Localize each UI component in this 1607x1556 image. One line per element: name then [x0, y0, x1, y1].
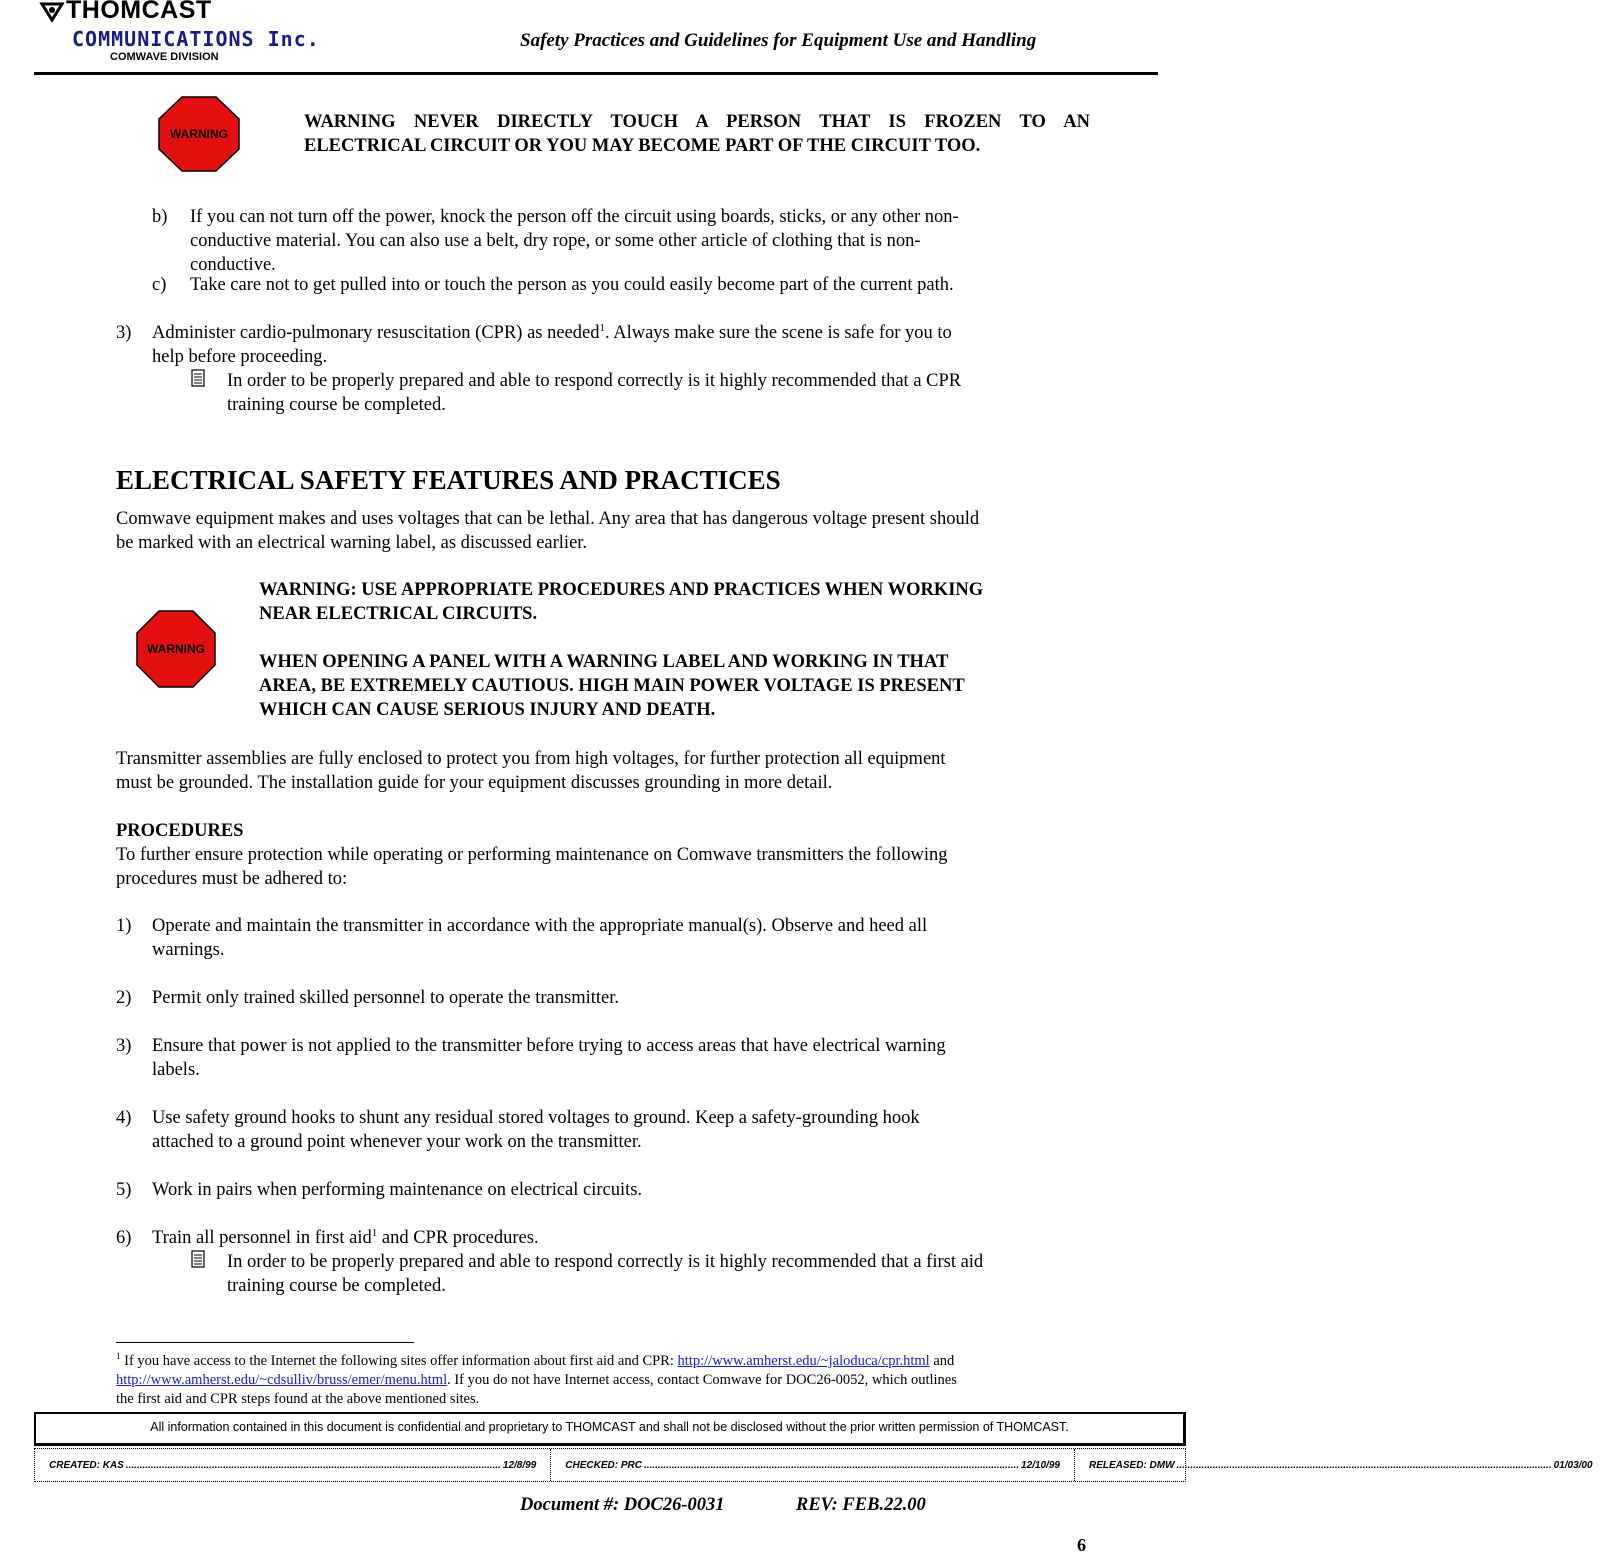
- sub-item-c: Take care not to get pulled into or touch the person as you could easily become part of the current path.: [190, 275, 954, 295]
- cpr-link[interactable]: http://www.amherst.edu/~jaloduca/cpr.html: [677, 1353, 930, 1369]
- note-phone-icon: [190, 368, 206, 393]
- released-cell: RELEASED: DMW ....................................................................................................................................... 01/03/00: [1088, 1459, 1593, 1471]
- document-title: Safety Practices and Guidelines for Equipment Use and Handling: [520, 30, 1037, 51]
- footnote-divider: [116, 1342, 414, 1343]
- footnote-ref: 1: [371, 1226, 378, 1239]
- created-date: 12/8/99: [502, 1459, 537, 1471]
- sub-item-marker: b): [152, 207, 168, 227]
- procedure-item: Train all personnel in first aid$^1$ and CPR procedures.: [152, 1226, 539, 1248]
- transmitter-paragraph: Transmitter assemblies are fully enclosed to protect you from high voltages, for further protection all equipment must be grounded. The installation guide for your equipment discusses grounding in more detail.: [116, 749, 946, 793]
- page-number: 6: [1077, 1535, 1086, 1555]
- list-marker: 4): [116, 1108, 132, 1128]
- warning-2-paragraph-1: WARNING: USE APPROPRIATE PROCEDURES AND PRACTICES WHEN WORKING NEAR ELECTRICAL CIRCUITS.: [259, 580, 984, 624]
- document-number: Document #: DOC26-0031: [520, 1495, 725, 1515]
- warning-2-paragraph-2: WHEN OPENING A PANEL WITH A WARNING LABEL AND WORKING IN THAT AREA, BE EXTREMELY CAUTIOUS. HIGH MAIN POWER VOLTAGE IS PRESENT WHICH CAN CAUSE SERIOUS INJURY AND DEATH.: [259, 652, 965, 720]
- list-marker: 2): [116, 988, 132, 1008]
- list-marker: 3): [116, 323, 132, 343]
- checked-cell: CHECKED: PRC ....................................................................................................................................... 12/10/99: [551, 1449, 1075, 1481]
- item-3-note: In order to be properly prepared and able to respond correctly is it highly recommended that a CPR training course be completed.: [227, 371, 962, 415]
- company-division: COMWAVE DIVISION: [110, 51, 219, 63]
- list-marker: 3): [116, 1036, 132, 1056]
- released-date: 01/03/00: [1553, 1459, 1593, 1471]
- list-marker: 6): [116, 1228, 132, 1248]
- procedure-item: Permit only trained skilled personnel to operate the transmitter.: [152, 988, 620, 1008]
- checked-label: CHECKED: PRC: [565, 1459, 642, 1471]
- procedure-item: Operate and maintain the transmitter in accordance with the appropriate manual(s). Observe and heed all warnings.: [152, 916, 928, 960]
- sub-item-b: If you can not turn off the power, knock the person off the circuit using boards, sticks, or any other non- conductive material. You can also use a belt, dry rope, or some other article of clothing that is non- conductive.: [190, 207, 959, 275]
- warning-sign-label: WARNING: [147, 642, 205, 656]
- footnote-number: 1: [116, 1351, 121, 1362]
- warning-1-line-2: ELECTRICAL CIRCUIT OR YOU MAY BECOME PART OF THE CIRCUIT TOO.: [304, 136, 981, 156]
- checked-date: 12/10/99: [1021, 1459, 1060, 1471]
- list-marker: 1): [116, 916, 132, 936]
- procedures-intro: To further ensure protection while operating or performing maintenance on Comwave transmitters the following procedures must be adhered to:: [116, 845, 948, 889]
- created-cell: CREATED: KAS ....................................................................................................................................... 12/8/99: [35, 1449, 551, 1481]
- sub-item-marker: c): [152, 275, 167, 295]
- created-label: CREATED: KAS: [49, 1459, 124, 1471]
- section-title: ELECTRICAL SAFETY FEATURES AND PRACTICES: [116, 465, 781, 495]
- footnote: $^1$ If you have access to the Internet the following sites offer information about first aid and CPR: http://www.amherst.edu/~jaloduca/cpr.html and http://www.amherst.edu/~cdsulliv/bruss/emer/menu.html. If you do not have Internet access, contact Comwave for DOC26-0052, which outlines the first aid and CPR steps found at the above mentioned sites.: [116, 1351, 957, 1407]
- warning-sign-label: WARNING: [170, 127, 228, 141]
- section-intro: Comwave equipment makes and uses voltages that can be lethal. Any area that has dangerous voltage present should be marked with an electrical warning label, as discussed earlier.: [116, 509, 980, 553]
- note-phone-icon: [190, 1249, 206, 1274]
- released-label: RELEASED: DMW: [1088, 1459, 1175, 1471]
- list-marker: 5): [116, 1180, 132, 1200]
- confidentiality-notice: All information contained in this document is confidential and proprietary to THOMCAST and shall not be disclosed without the prior written permission of THOMCAST.: [34, 1412, 1186, 1446]
- document-revision: REV: FEB.22.00: [796, 1495, 926, 1515]
- procedure-item: Use safety ground hooks to shunt any residual stored voltages to ground. Keep a safety-grounding hook attached to a ground point whenever your work on the transmitter.: [152, 1108, 920, 1152]
- warning-1-line-1: WARNING NEVER DIRECTLY TOUCH A PERSON THAT IS FROZEN TO AN: [304, 112, 1090, 132]
- procedure-item: Ensure that power is not applied to the transmitter before trying to access areas that have electrical warning labels.: [152, 1036, 946, 1080]
- item-6-note: In order to be properly prepared and able to respond correctly is it highly recommended that a first aid training course be completed.: [227, 1252, 984, 1296]
- signoff-row: [34, 1448, 1593, 1482]
- company-name: THOMCAST: [66, 0, 212, 24]
- item-3-text: Administer cardio-pulmonary resuscitation (CPR) as needed$^1$. Always make sure the scene is safe for you to help before proceeding.: [152, 321, 952, 367]
- warning-stop-sign-icon: [158, 96, 240, 177]
- emergency-menu-link[interactable]: http://www.amherst.edu/~cdsulliv/bruss/emer/menu.html: [116, 1372, 448, 1388]
- footnote-ref: 1: [599, 321, 605, 334]
- procedure-item: Work in pairs when performing maintenance on electrical circuits.: [152, 1180, 643, 1200]
- procedures-heading: PROCEDURES: [116, 821, 244, 841]
- thomcast-logo-icon: [40, 2, 64, 27]
- company-subtitle: COMMUNICATIONS Inc.: [72, 27, 320, 51]
- header-divider: [34, 72, 1158, 75]
- warning-stop-sign-icon: [136, 610, 216, 693]
